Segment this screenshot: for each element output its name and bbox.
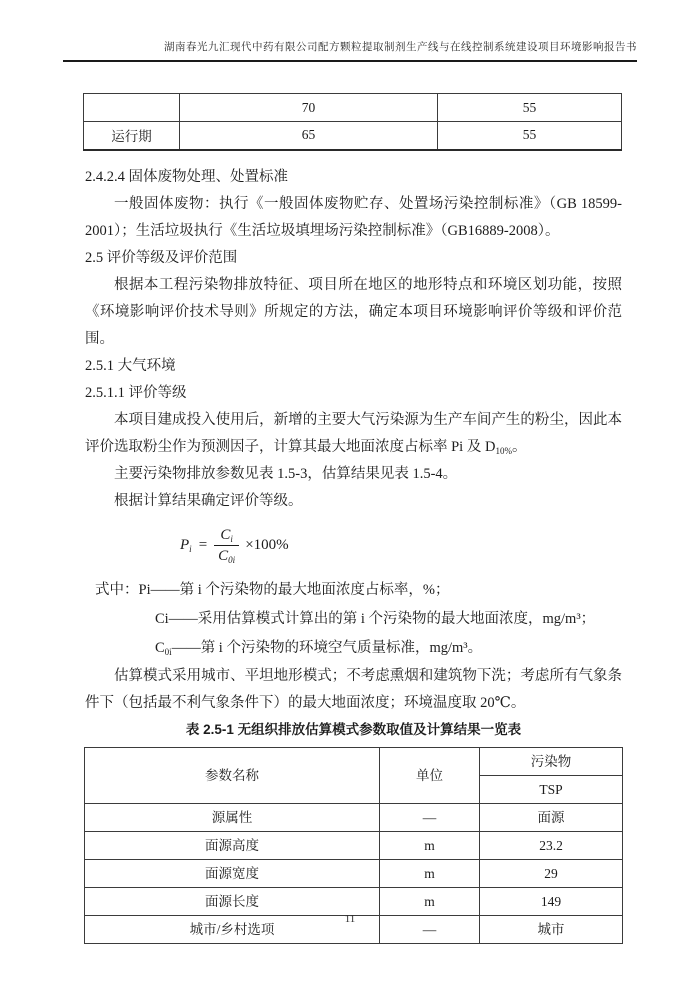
value-cell: 23.2 [480, 832, 623, 860]
heading-scope: 2.5 评价等级及评价范围 [85, 250, 238, 266]
running-header [63, 40, 637, 62]
value-cell: 29 [480, 860, 623, 888]
paragraph-scope: 根据本工程污染物排放特征、项目所在地区的地形特点和环境区划功能，按照《环境影响评价技术导则》所规定的方法，确定本项目环境影响评价等级和评价范围。 [85, 277, 622, 347]
page-number: 11 [344, 913, 356, 925]
paragraph-solid-waste: 一般固体废物：执行《一般固体废物贮存、处置场污染控制标准》（GB 18599-2001）；生活垃圾执行《生活垃圾填埋场污染控制标准》（GB16889-2008）。 [85, 196, 622, 239]
heading-air-environment: 2.5.1 大气环境 [85, 358, 176, 374]
table-cell [84, 94, 180, 122]
value-cell: 面源 [480, 804, 623, 832]
column-header-tsp: TSP [480, 776, 623, 804]
unit-cell: m [380, 888, 480, 916]
unit-cell: m [380, 832, 480, 860]
heading-eval-grade: 2.5.1.1 评价等级 [85, 385, 187, 401]
table-caption: 表 2.5-1 无组织排放估算模式参数取值及计算结果一览表 [185, 722, 522, 737]
table-cell: 55 [438, 122, 622, 150]
table-row [85, 804, 623, 832]
table-row [85, 832, 623, 860]
unit-cell: — [380, 804, 480, 832]
table-row [84, 94, 622, 122]
column-header-unit: 单位 [380, 748, 480, 804]
paragraph-params: 主要污染物排放参数见表 1.5-3，估算结果见表 1.5-4。 [114, 466, 458, 482]
heading-solid-waste: 2.4.2.4 固体废物处理、处置标准 [85, 169, 288, 185]
running-header-title: 湖南春光九汇现代中药有限公司配方颗粒提取制剂生产线与在线控制系统建设项目环境影响报告书 [164, 42, 637, 53]
paragraph-eval-text: 本项目建成投入使用后，新增的主要大气污染源为生产车间产生的粉尘，因此本评价选取粉尘作为预测因子，计算其最大地面浓度占标率 Pi 及 D [85, 412, 622, 455]
param-name-cell: 面源宽度 [85, 860, 380, 888]
paragraph-eval-end: 。 [511, 439, 527, 455]
formula-lhs: $P_i$ [180, 537, 192, 554]
value-cell: 149 [480, 888, 623, 916]
subscript-10pct: 10% [495, 446, 512, 456]
table-cell: 65 [180, 122, 438, 150]
definition-ci: Ci——采用估算模式计算出的第 i 个污染物的最大地面浓度，mg/m³； [155, 611, 596, 627]
unit-cell: — [380, 916, 480, 944]
table-header-row [85, 748, 623, 776]
formula-pi [85, 515, 622, 576]
fraction-numerator: $C_i$ [220, 527, 233, 544]
param-name-cell: 源属性 [85, 804, 380, 832]
table-cell: 运行期 [84, 122, 180, 150]
table-row [84, 122, 622, 150]
formula-multiplier: ×100% [245, 537, 289, 553]
unit-cell: m [380, 860, 480, 888]
param-name-cell: 面源长度 [85, 888, 380, 916]
definition-pi: 式中：Pi——第 i 个污染物的最大地面浓度占标率，%； [95, 582, 450, 598]
equals-sign: = [198, 537, 208, 553]
column-header-pollutant: 污染物 [480, 748, 623, 776]
param-name-cell: 城市/乡村选项 [85, 916, 380, 944]
fraction-denominator: $C_{0i}$ [218, 548, 236, 565]
table-row [85, 860, 623, 888]
table-cell: 70 [180, 94, 438, 122]
table-cell: 55 [438, 94, 622, 122]
definition-c0i: $C_{0i}——$第 i 个污染物的环境空气质量标准，mg/m³。 [155, 640, 483, 657]
formula-fraction [214, 525, 239, 566]
noise-standard-table [83, 93, 622, 151]
table-row [85, 888, 623, 916]
column-header-param: 参数名称 [85, 748, 380, 804]
main-content [85, 164, 622, 944]
paragraph-result: 根据计算结果确定评价等级。 [114, 493, 303, 509]
param-name-cell: 面源高度 [85, 832, 380, 860]
paragraph-eval [85, 407, 622, 461]
value-cell: 城市 [480, 916, 623, 944]
paragraph-model: 估算模式采用城市、平坦地形模式；不考虑熏烟和建筑物下洗；考虑所有气象条件下（包括最不利气象条件下）的最大地面浓度；环境温度取 20℃。 [85, 668, 622, 711]
